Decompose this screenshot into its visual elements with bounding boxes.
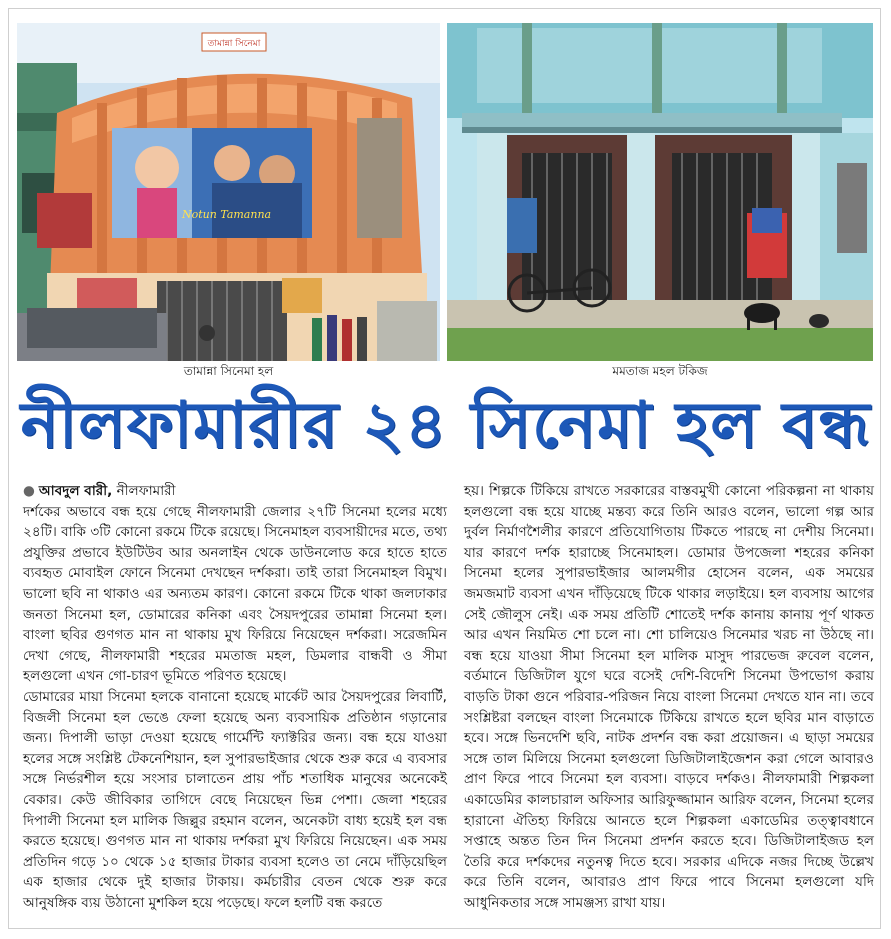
- article-paragraph: হয়। শিল্পকে টিকিয়ে রাখতে সরকারের বাস্তবমুখী কোনো পরিকল্পনা না থাকায় হলগুলো বন্ধ হয়ে যাচ্ছে মন্তব্য করে তিনি আরও বলেন, ভালো গল্প আর দুর্বল নির্মাণশৈলীর কারণে প্রতিযোগিতায় টিকতে পারছে না দেশীয় সিনেমা। যার কারণে দর্শক হারাচ্ছে সিনেমাহল। ডোমার উপজেলা শহরের কনিকা সিনেমা হলের সুপারভাইজার আলমগীর হোসেন বলেন, এক সময়ের জমজমাট ব্যবসা এখন দাঁড়িয়েছে টিকে থাকার লড়াইয়ে। হল ব্যবসায় আগের সেই জৌলুস নেই। এক সময় প্রতিটি শোতেই দর্শক কানায় কানায় পূর্ণ থাকত আর এখন নিয়মিত শো চলে না। শো চালিয়েও সিনেমার খরচ না উঠছে না। বন্ধ হয়ে যাওয়া সীমা সিনেমা হল মালিক মাসুদ পারভেজ রুবেল বলেন, বর্তমানে ডিজিটাল যুগে ঘরে বসেই দেশি-বিদেশি সিনেমা উপভোগ করায় বাড়তি টাকা গুনে পরিবার-পরিজন নিয়ে বাংলা সিনেমা দেখতে যান না। তবে সংশ্লিষ্টরা বলছেন বাংলা সিনেমাকে টিকিয়ে রাখতে হলে ছবির মান বাড়াতে হবে। সঙ্গে ভিনদেশি ছবি, নাটক প্রদর্শন বন্ধ করা প্রয়োজন। এ ছাড়া সময়ের সঙ্গে তাল মিলিয়ে সিনেমা হলগুলো ডিজিটালাইজেশন করা গেলে আবারও প্রাণ ফিরে পাবে সিনেমা হল ব্যবসা। বাড়বে দর্শকও। নীলফামারী শিল্পকলা একাডেমির কালচারাল অফিসার আরিফুজ্জামান আরিফ বলেন, সিনেমা হলের হারানো ঐতিহ্য ফিরিয়ে আনতে হলে শিল্পকলা একাডেমির তত্ত্বাবধানে সপ্তাহে অন্তত তিন দিন সিনেমা প্রদর্শন করতে হবে। ডিজিটালাইজড হল তৈরি করে দর্শকদের নতুনত্ব দিতে হবে। সরকার এদিকে নজর দিচ্ছে উল্লেখ করে তিনি বলেন, আবারও প্রাণ ফিরে পাবে সিনেমা হলগুলো যদি আধুনিকতার সঙ্গে সামঞ্জস্য রাখা যায়।: [464, 483, 874, 911]
- byline: [23, 481, 447, 502]
- newspaper-clipping: [8, 8, 881, 929]
- caption-momtaj-mahal: মমতাজ মহল টকিজ: [612, 364, 708, 378]
- article-column-right: [464, 481, 874, 913]
- poster-title: Notun Tamanna: [182, 208, 272, 221]
- bullet-icon: ●: [23, 483, 35, 499]
- byline-location: নীলফামারী: [116, 483, 176, 499]
- article-column-left: [23, 481, 447, 913]
- byline-author: আবদুল বারী,: [38, 483, 113, 499]
- cinema-hall-illustration: [17, 23, 440, 361]
- signboard-text: তামান্না সিনেমা: [207, 39, 261, 49]
- article-paragraph: দর্শকের অভাবে বন্ধ হয়ে গেছে নীলফামারী জেলার ২৭টি সিনেমা হলের মধ্যে ২৪টি। বাকি ৩টি কোনো রকমে টিকে রয়েছে। সিনেমাহল ব্যবসায়ীদের মতে, তথ্য প্রযুক্তির প্রভাবে ইউটিউব আর অনলাইন থেকে ডাউনলোড করে হাতে হাতে ব্যবহৃত মোবাইল ফোনে সিনেমা দেখছেন দর্শকরা। তাই তারা সিনেমাহল বিমুখ। ভালো ছবি না থাকাও এর অন্যতম কারণ। কোনো রকমে টিকে থাকা জলঢাকার জনতা সিনেমা হল, ডোমারের কনিকা এবং সৈয়দপুরের তামান্না সিনেমা হল। বাংলা ছবির গুণগত মান না থাকায় মুখ ফিরিয়ে নিয়েছেন দর্শকরা। সরেজমিন দেখা গেছে, নীলফামারী শহরের মমতাজ মহল, ডিমলার বান্ধবী ও সীমা হলগুলো এখন গো-চারণ ভূমিতে পরিণত হয়েছে।: [23, 503, 447, 685]
- closed-hall-illustration: [447, 23, 873, 361]
- caption-tamanna: তামান্না সিনেমা হল: [183, 364, 274, 378]
- headline: নীলফামারীর ২৪ সিনেমা হল বন্ধ: [20, 389, 871, 463]
- article-paragraph: ডোমারের মায়া সিনেমা হলকে বানানো হয়েছে মার্কেট আর সৈয়দপুরের লিবার্টি, বিজলী সিনেমা হল ভেঙে ফেলা হয়েছে অন্য ব্যবসায়িক প্রতিষ্ঠান গড়ানোর জন্য। দিপালী ভাড়া দেওয়া হয়েছে গার্মেন্টি ফ্যাক্টরির জন্য। বন্ধ হয়ে যাওয়া হলের সঙ্গে সংশ্লিষ্ট টেকনেশিয়ান, হল সুপারভাইজার থেকে শুরু করে এ ব্যবসার সঙ্গে নির্ভরশীল হয়ে সংসার চালাতেন প্রায় পাঁচ শতাধিক মানুষের অনেকেই বেকার। কেউ জীবিকার তাগিদে বেছে নিয়েছেন ভিন্ন পেশা। জেলা শহরের দিপালী সিনেমা হল মালিক জিল্লুর রহমান বলেন, অনেকটা বাধ্য হয়েই হল বন্ধ করতে হয়েছে। গুণগত মান না থাকায় দর্শকরা মুখ ফিরিয়ে নিয়েছেন। এক সময় প্রতিদিন গড়ে ১০ থেকে ১৫ হাজার টাকার ব্যবসা হলেও তা নেমে দাঁড়িয়েছিল এক হাজার থেকে দুই হাজার টাকায়। কর্মচারীর বেতন থেকে শুরু করে আনুষঙ্গিক ব্যয় উঠানো মুশকিল হয়ে পড়েছে। ফলে হলটি বন্ধ করতে: [23, 688, 447, 911]
- photo-tamanna-cinema-hall: [17, 23, 440, 361]
- photo-momtaj-mahal-talkies: [447, 23, 873, 361]
